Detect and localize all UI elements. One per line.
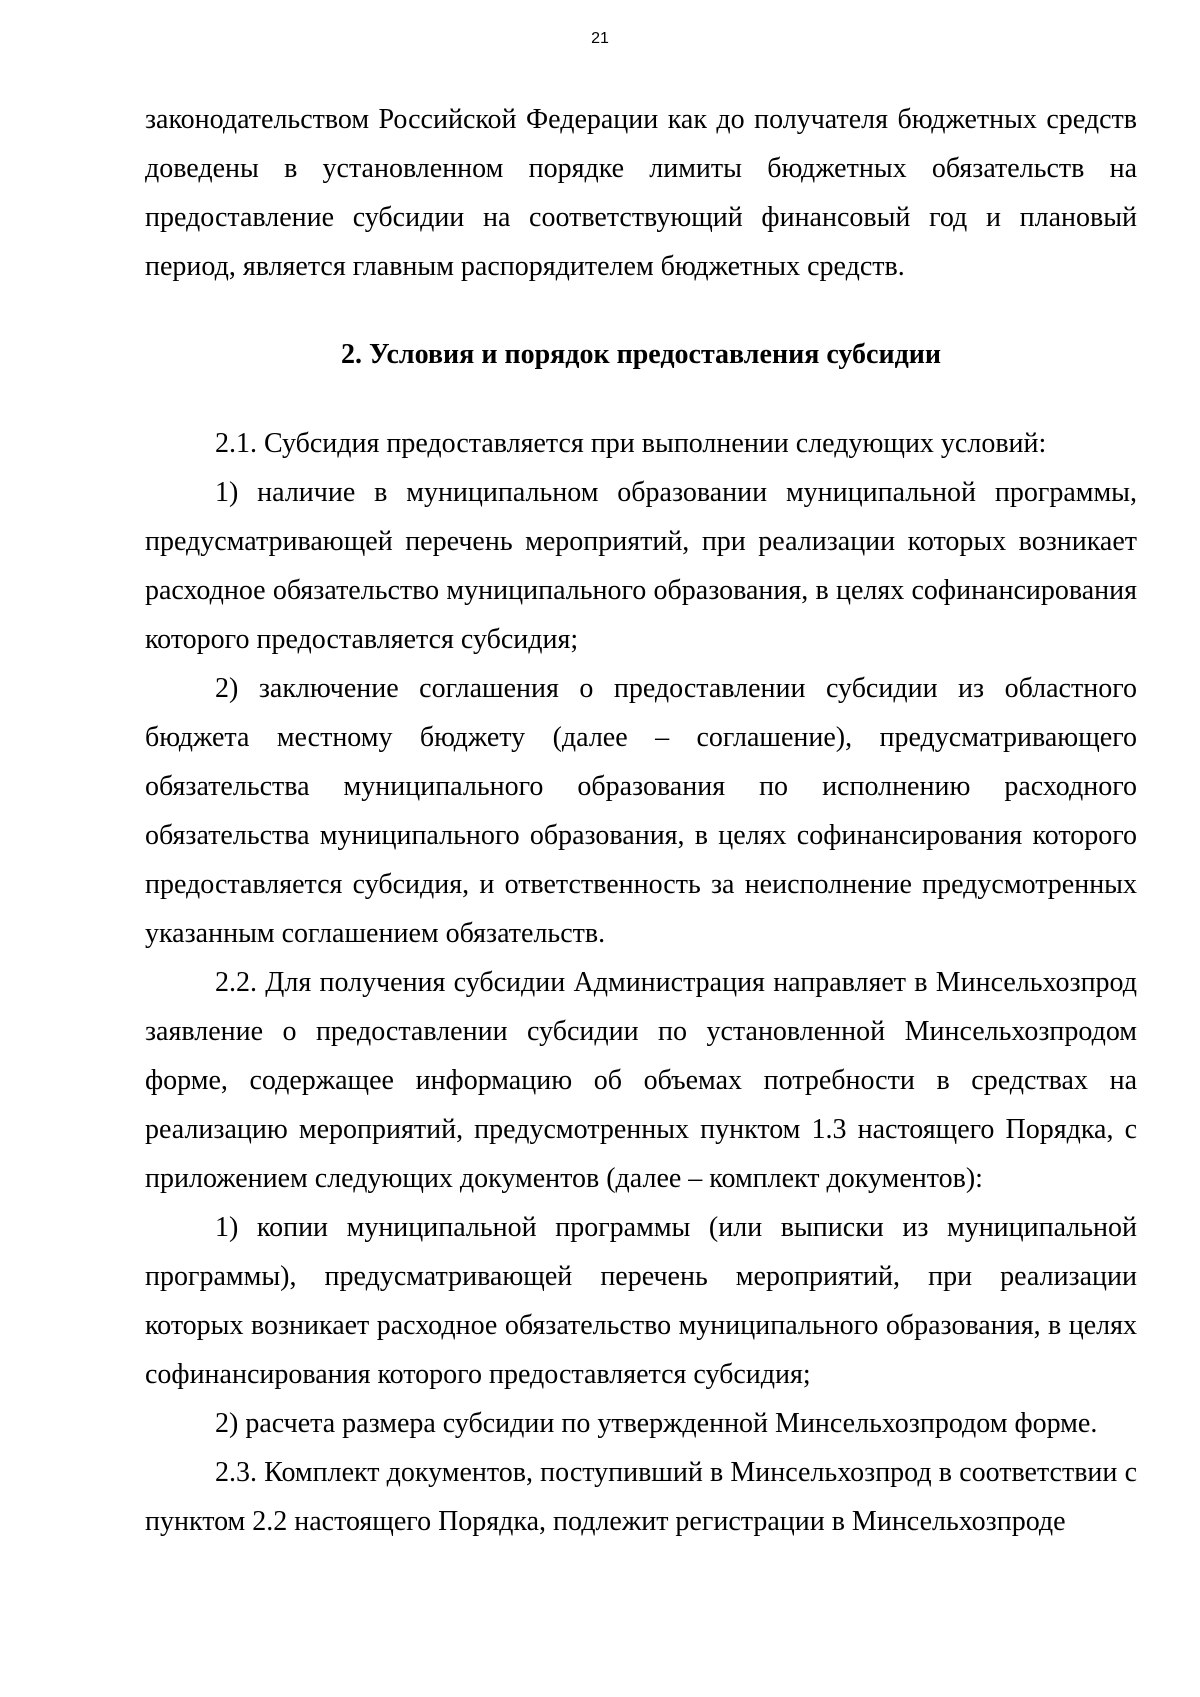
- paragraph-2-1-item-1: 1) наличие в муниципальном образовании муниципальной программы, предусматривающей перечень мероприятий, при реализации которых возникает расходное обязательство муниципального образования, в целях софинансирования которого предоставляется субсидия;: [145, 477, 1137, 655]
- paragraph-2-2-item-1: 1) копии муниципальной программы (или выписки из муниципальной программы), предусматривающей перечень мероприятий, при реализации которых возникает расходное обязательство муниципального образования, в целях софинансирования которого предоставляется субсидия;: [145, 1212, 1137, 1390]
- section-heading: 2. Условия и порядок предоставления субсидии: [340, 339, 942, 370]
- paragraph-2-1-item-2: 2) заключение соглашения о предоставлении субсидии из областного бюджета местному бюджету (далее – соглашение), предусматривающего обязательства муниципального образования по исполнению расходного обязательства муниципального образования, в целях софинансирования которого предоставляется субсидия, и ответственность за неисполнение предусмотренных указанным соглашением обязательств.: [145, 673, 1137, 949]
- document-body: [145, 95, 1137, 1546]
- paragraph-continuation: законодательством Российской Федерации как до получателя бюджетных средств доведены в установленном порядке лимиты бюджетных обязательств на предоставление субсидии на соответствующий финансовый год и плановый период, является главным распорядителем бюджетных средств.: [145, 104, 1137, 282]
- paragraph-2-2: 2.2. Для получения субсидии Администрация направляет в Минсельхозпрод заявление о предоставлении субсидии по установленной Минсельхозпродом форме, содержащее информацию об объемах потребности в средствах на реализацию мероприятий, предусмотренных пунктом 1.3 настоящего Порядка, с приложением следующих документов (далее – комплект документов):: [145, 967, 1137, 1194]
- paragraph-2-3: 2.3. Комплект документов, поступивший в Минсельхозпрод в соответствии с пунктом 2.2 настоящего Порядка, подлежит регистрации в Минсельхозпроде: [145, 1457, 1137, 1537]
- page-number: 21: [591, 30, 609, 47]
- paragraph-2-2-item-2: 2) расчета размера субсидии по утвержденной Минсельхозпродом форме.: [215, 1408, 1098, 1439]
- paragraph-2-1: 2.1. Субсидия предоставляется при выполнении следующих условий:: [215, 428, 1047, 459]
